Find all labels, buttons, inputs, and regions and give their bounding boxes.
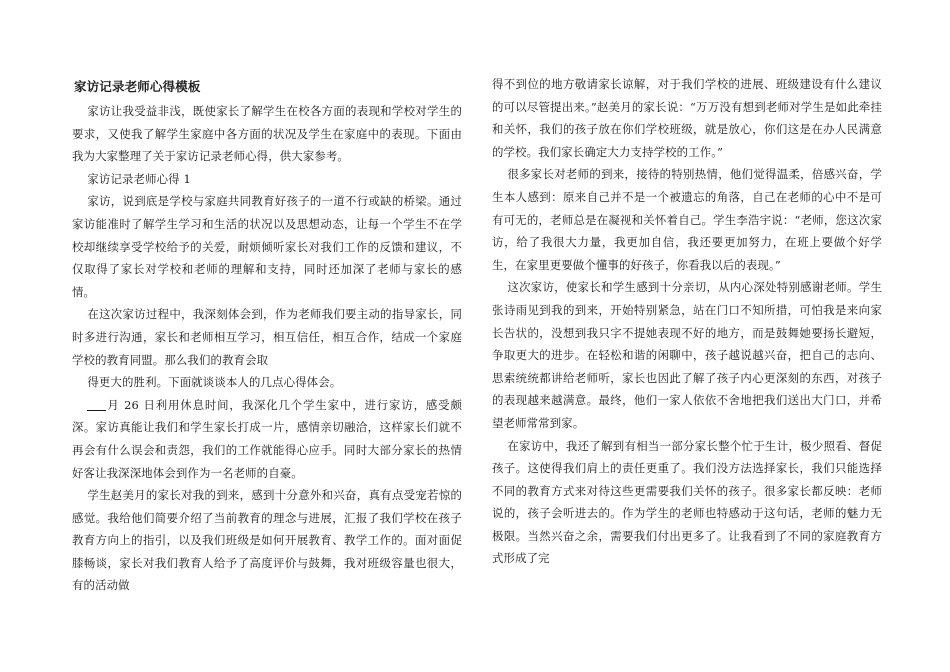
paragraph: 很多家长对老师的到来，接待的特别热情，他们觉得温柔，倍感兴奋，学生本人感到：原来自己并不是一个被遗忘的角落，自己在老师的心中不是可有可无的，老师总是在凝视和关怀着自己。学生李浩宇说：“老师，您这次家访，给了我很大力量，我更加自信，我还要更加努力，在班上要做个好学生，在家里更要做个懂事的好孩子，你看我以后的表现。” [492,167,882,272]
paragraph-with-blank [72,394,462,484]
paragraph: 家访，说到底是学校与家庭共同教育好孩子的一道不行或缺的桥梁。通过家访能准时了解学生学习和生活的状况以及思想动态，让每一个学生不在学校却继续享受学校给予的关爱，耐烦倾听家长对我们工作的反馈和建议，不仅取得了家长对学校和老师的理解和支持，同时还加深了老师与家长的感情。 [72,194,462,299]
paragraph-continued: 得不到位的地方敬请家长谅解，对于我们学校的进展、班级建设有什么建议的可以尽管提出来。”赵美月的家长说：“万万没有想到老师对学生是如此牵挂和关怀，我们的孩子放在你们学校班级，就是放心，你们这是在办人民满意的学校。我们家长确定大力支持学校的工作。” [492,77,882,159]
section-heading: 家访记录老师心得 1 [87,171,191,186]
left-column [72,76,462,597]
paragraph: 在这次家访过程中，我深刻体会到，作为老师我们要主动的指导家长，同时多进行沟通，家长和老师相互学习，相互信任，相互合作，结成一个家庭学校的教育同盟。那么我们的教育会取 [72,307,462,367]
paragraph: 在家访中，我还了解到有相当一部分家长整个忙于生计，极少照看、督促孩子。这使得我们肩上的责任更重了。我们没方法选择家长，我们只能选择不同的教育方式来对待这些更需要我们关怀的孩子。很多家长都反映：老师说的，孩子会听进去的。作为学生的老师也特感动于这句话，老师的魅力无极限。当然兴奋之余，需要我们付出更多了。让我看到了不同的家庭教育方式形成了完 [492,438,882,566]
paragraph: 学生赵美月的家长对我的到来，感到十分意外和兴奋，真有点受宠若惊的感觉。我给他们简要介绍了当前教育的理念与进展，汇报了我们学校在孩子教育方向上的指引，以及我们班级是如何开展教育、教学工作的。面对面促膝畅谈，家长对我们教育人给予了高度评价与鼓舞，我对班级容量也很大， 有的活动做 [72,488,462,593]
paragraph: 这次家访，使家长和学生感到十分亲切，从内心深处特别感谢老师。学生张诗雨见到我的到来，开始特别紧急，站在门口不知所措，可怕我是来向家长告状的，没想到我只字不提她表现不好的地方，而是鼓舞她要扬长避短，争取更大的进步。在轻松和谐的闲聊中，孩子越说越兴奋，把自己的志向、思索统统都讲给老师听，家长也因此了解了孩子内心更深刻的东西，对孩子的表现越来越满意。最终，他们一家人依依不舍地把我们送出大门口，并希望老师常常到家。 [492,280,882,430]
intro-paragraph: 家访让我受益非浅，既使家长了解学生在校各方面的表现和学校对学生的要求，又使我了解学生家庭中各方面的状况及学生在家庭中的表现。下面由我为大家整理了关于家访记录老师心得，供大家参考。 [72,104,462,164]
paragraph-text: 月 26 日利用休息时间，我深化几个学生家中，进行家访，感受颇深。家访真能让我们和学生家长打成一片，感情亲切融洽，这样家长们就不再会有什么误会和责怨，我们的工作就能得心应手。同时大部分家长的热情好客让我深深地体会到作为一名老师的自豪。 [72,397,462,480]
right-column [492,73,882,570]
document-title: 家访记录老师心得模板 [74,79,201,94]
blank-fill-line [87,398,105,410]
paragraph: 得更大的胜利。下面就谈谈本人的几点心得体会。 [87,375,342,390]
